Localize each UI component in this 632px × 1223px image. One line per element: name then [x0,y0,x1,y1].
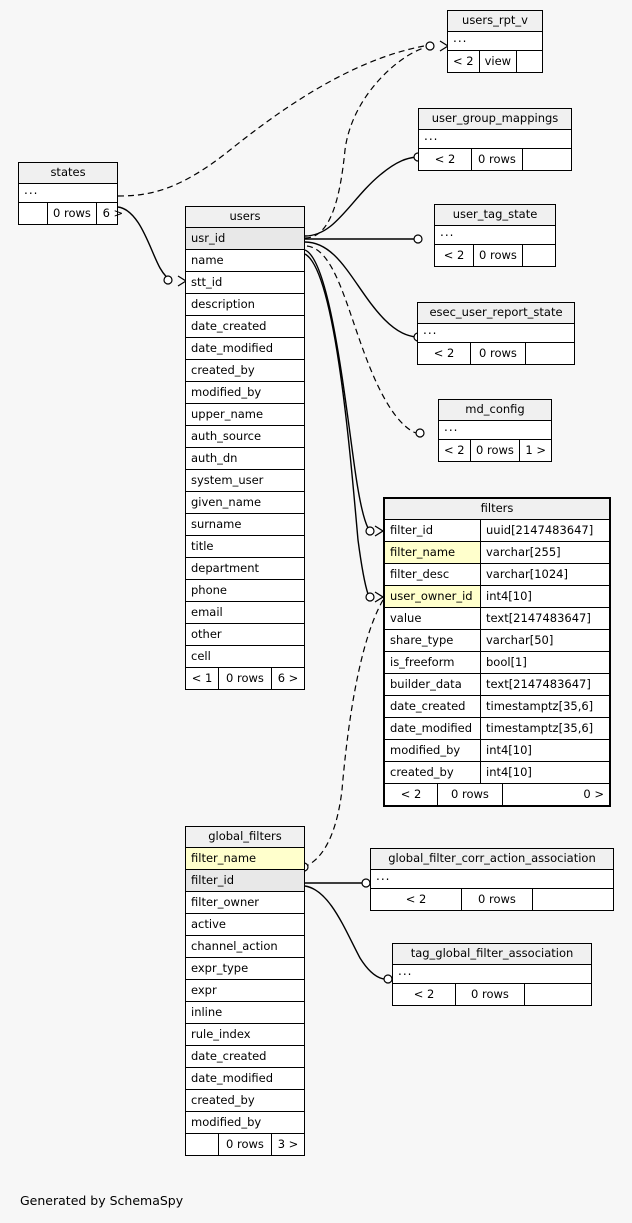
table-column-row[interactable] [186,646,304,667]
table-column-row[interactable] [186,892,304,914]
column-type: timestamptz[35,6] [480,718,609,739]
column-type: varchar[50] [480,630,609,651]
footer-left: < 2 [443,248,465,262]
table-column-row[interactable] [186,624,304,646]
footer-right: 6 > [271,668,304,689]
table-column-row[interactable] [385,762,609,783]
footer-rows: 0 rows [461,889,532,910]
table-footer [19,202,124,224]
footer-left: < 1 [191,671,213,685]
table-footer [448,50,542,72]
table-footer [186,1133,304,1155]
column-type: uuid[2147483647] [480,520,609,541]
column-name: date_created [191,319,267,333]
footer-rows: 0 rows [47,203,96,224]
column-name: date_created [390,699,466,713]
table-columns [186,228,304,667]
table-column-row[interactable] [385,542,609,564]
footer-left [186,1134,218,1155]
column-name: channel_action [191,939,278,953]
footer-left: < 2 [453,54,474,68]
column-name: date_created [191,1049,267,1063]
column-name: expr_type [191,961,249,975]
column-name: filter_desc [390,567,450,581]
footer-right [522,149,571,170]
column-type: varchar[255] [480,542,609,563]
column-name: value [390,611,422,625]
table-column-row[interactable] [186,870,304,892]
footer-left [19,203,47,224]
table-footer [435,244,555,266]
table-column-row[interactable] [186,602,304,624]
table-states[interactable] [18,162,124,225]
column-name: modified_by [191,385,262,399]
column-name: share_type [390,633,454,647]
footer-right [516,51,549,72]
table-column-row[interactable] [385,608,609,630]
table-footer [186,667,304,689]
footer-rows: 0 rows [470,440,520,461]
column-name: filter_owner [191,895,260,909]
table-columns [186,848,304,1133]
table-column-row[interactable] [385,696,609,718]
table-columns-ellipsis: ... [440,225,455,239]
footer-left: < 2 [400,787,422,801]
table-title: states [19,163,117,184]
table-column-row[interactable] [186,404,304,426]
column-type: timestamptz[35,6] [480,696,609,717]
column-name: modified_by [191,1115,262,1129]
column-name: rule_index [191,1027,251,1041]
column-name: created_by [191,1093,255,1107]
table-footer [419,148,571,170]
table-column-row[interactable] [186,536,304,558]
column-name: upper_name [191,407,264,421]
table-column-row[interactable] [186,1112,304,1133]
table-column-row[interactable] [385,520,609,542]
table-footer [393,983,591,1005]
column-name: date_modified [191,1071,274,1085]
table-column-row[interactable] [385,586,609,608]
table-columns-ellipsis: ... [444,420,459,434]
table-columns-ellipsis: ... [376,869,391,883]
footer-left: < 2 [405,892,427,906]
table-columns-ellipsis: ... [424,129,439,143]
footer-right [524,984,591,1005]
table-column-row[interactable] [385,564,609,586]
column-name: usr_id [186,228,304,249]
table-column-row[interactable] [186,1068,304,1090]
column-name: name [191,253,224,267]
table-column-row[interactable] [186,1024,304,1046]
column-name: created_by [390,765,454,779]
table-title: md_config [439,400,551,421]
table-column-row[interactable] [186,272,304,294]
footer-rows: 0 rows [470,343,525,364]
column-name: expr [191,983,217,997]
column-name: filter_id [390,523,433,537]
table-columns [385,520,609,783]
table-tag-global-filter-association[interactable] [392,943,592,1006]
table-title: users [186,207,304,228]
table-column-row[interactable] [385,630,609,652]
table-title: user_tag_state [435,205,555,226]
table-esec-user-report-state[interactable] [417,302,575,365]
table-column-row[interactable] [186,250,304,272]
column-type: text[2147483647] [480,674,609,695]
table-columns-ellipsis: ... [24,183,39,197]
table-footer [439,439,551,461]
column-type: int4[10] [480,762,609,783]
footer-rows: 0 rows [455,984,524,1005]
table-column-row[interactable] [186,228,304,250]
table-column-row[interactable] [186,514,304,536]
column-name: other [191,627,222,641]
column-name: cell [191,649,211,663]
table-column-row[interactable] [186,580,304,602]
table-user-tag-state[interactable] [434,204,556,267]
footer-rows: 0 rows [437,784,502,805]
footer-right [522,245,555,266]
footer-rows: view [479,51,516,72]
table-global-filters[interactable] [185,826,305,1156]
table-columns-ellipsis: ... [453,31,468,45]
column-name: filter_name [385,542,480,563]
table-footer [385,783,609,805]
table-column-row[interactable] [186,1090,304,1112]
table-title: global_filter_corr_action_association [371,849,613,870]
table-column-row[interactable] [186,316,304,338]
table-md-config[interactable] [438,399,552,462]
column-name: surname [191,517,242,531]
column-name: auth_dn [191,451,238,465]
footer-rows: 0 rows [473,245,522,266]
table-column-row[interactable] [186,1046,304,1068]
column-name: is_freeform [390,655,455,669]
table-column-row[interactable] [186,914,304,936]
table-footer [371,888,613,910]
column-name: title [191,539,214,553]
table-column-row[interactable] [186,848,304,870]
table-user-group-mappings[interactable] [418,108,572,171]
table-columns-ellipsis: ... [398,964,413,978]
table-column-row[interactable] [385,718,609,740]
column-name: given_name [191,495,262,509]
table-title: users_rpt_v [448,11,542,32]
footer-right: 3 > [271,1134,304,1155]
column-type: int4[10] [480,740,609,761]
column-type: int4[10] [480,586,609,607]
table-column-row[interactable] [186,492,304,514]
table-column-row[interactable] [385,674,609,696]
table-column-row[interactable] [186,448,304,470]
column-name: inline [191,1005,223,1019]
column-name: filter_id [186,870,304,891]
footer-left: < 2 [434,152,456,166]
table-column-row[interactable] [186,558,304,580]
table-column-row[interactable] [186,1002,304,1024]
column-name: stt_id [191,275,223,289]
footer-right [532,889,613,910]
column-name: phone [191,583,227,597]
footer-right: 0 > [502,784,609,805]
table-title: esec_user_report_state [418,303,574,324]
footer-right: 1 > [519,440,551,461]
footer-left: < 2 [433,346,455,360]
column-type: varchar[1024] [480,564,609,585]
table-columns-ellipsis: ... [423,323,438,337]
column-type: text[2147483647] [480,608,609,629]
table-footer [418,342,574,364]
generated-by-caption: Generated by SchemaSpy [20,1193,184,1208]
column-name: active [191,917,226,931]
table-users-rpt-v[interactable] [447,10,543,73]
table-global-filter-corr-action-association[interactable] [370,848,614,911]
footer-left: < 2 [413,987,435,1001]
table-title: tag_global_filter_association [393,944,591,965]
table-filters[interactable] [383,497,611,807]
footer-rows: 0 rows [218,668,271,689]
table-column-row[interactable] [186,294,304,316]
column-name: filter_name [186,848,304,869]
table-column-row[interactable] [385,740,609,762]
table-title: filters [385,499,609,520]
footer-right [525,343,574,364]
table-column-row[interactable] [385,652,609,674]
table-column-row[interactable] [186,470,304,492]
footer-left: < 2 [444,443,465,457]
footer-rows: 0 rows [471,149,522,170]
table-column-row[interactable] [186,958,304,980]
column-name: description [191,297,255,311]
table-column-row[interactable] [186,382,304,404]
column-name: email [191,605,223,619]
table-column-row[interactable] [186,338,304,360]
table-column-row[interactable] [186,980,304,1002]
table-title: user_group_mappings [419,109,571,130]
footer-right: 6 > [96,203,129,224]
column-name: created_by [191,363,255,377]
column-name: builder_data [390,677,462,691]
table-column-row[interactable] [186,426,304,448]
table-column-row[interactable] [186,936,304,958]
column-type: bool[1] [480,652,609,673]
footer-rows: 0 rows [218,1134,271,1155]
column-name: date_modified [191,341,274,355]
column-name: system_user [191,473,264,487]
column-name: user_owner_id [385,586,480,607]
column-name: department [191,561,260,575]
table-column-row[interactable] [186,360,304,382]
table-users[interactable] [185,206,305,690]
column-name: modified_by [390,743,461,757]
column-name: date_modified [390,721,473,735]
table-title: global_filters [186,827,304,848]
column-name: auth_source [191,429,262,443]
